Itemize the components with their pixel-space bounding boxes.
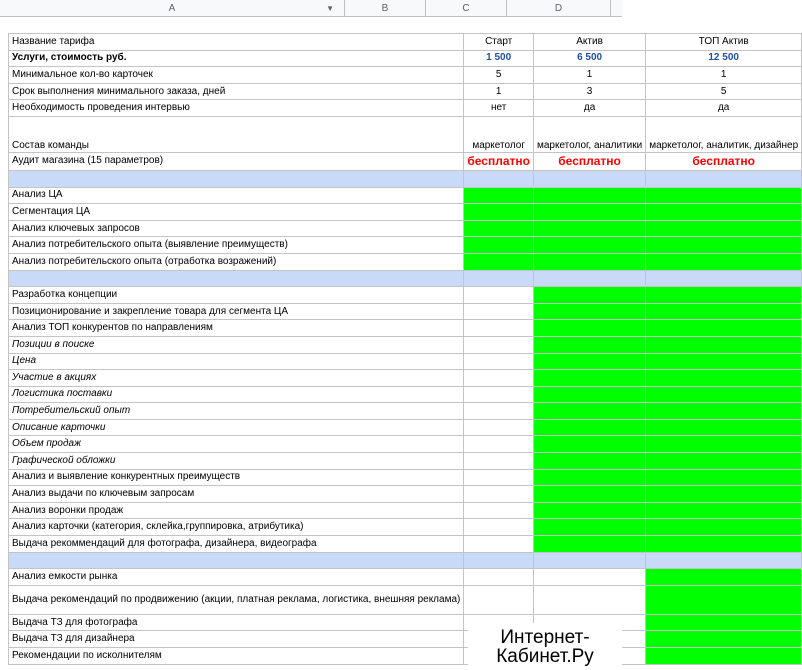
value-cell-b[interactable] bbox=[464, 187, 534, 204]
value-cell-d[interactable] bbox=[646, 204, 802, 221]
value-cell-b[interactable] bbox=[464, 519, 534, 536]
value-cell-d[interactable]: да bbox=[646, 100, 802, 117]
value-cell-c[interactable] bbox=[533, 336, 645, 353]
table-row[interactable] bbox=[9, 50, 802, 67]
value-cell-d[interactable] bbox=[646, 631, 802, 648]
table-row[interactable] bbox=[9, 237, 802, 254]
value-cell-d[interactable] bbox=[646, 386, 802, 403]
value-cell-c[interactable] bbox=[533, 469, 645, 486]
value-cell-c[interactable]: да bbox=[533, 100, 645, 117]
value-cell-b[interactable] bbox=[464, 502, 534, 519]
row-label-cell[interactable]: Анализ емкости рынка bbox=[9, 569, 464, 586]
table-row[interactable] bbox=[9, 303, 802, 320]
value-cell-c[interactable] bbox=[533, 585, 645, 614]
value-cell-d[interactable] bbox=[646, 237, 802, 254]
row-label-cell[interactable]: Анализ потребительского опыта (отработка возражений) bbox=[9, 253, 464, 270]
table-row[interactable] bbox=[9, 187, 802, 204]
value-cell-b[interactable] bbox=[464, 270, 534, 287]
column-header-b[interactable]: B bbox=[345, 0, 426, 17]
value-cell-d[interactable]: 5 bbox=[646, 83, 802, 100]
table-row[interactable] bbox=[9, 419, 802, 436]
value-cell-d[interactable] bbox=[646, 336, 802, 353]
value-cell-d[interactable] bbox=[646, 536, 802, 553]
value-cell-d[interactable] bbox=[646, 453, 802, 470]
value-cell-b[interactable] bbox=[464, 453, 534, 470]
row-label-cell[interactable] bbox=[9, 270, 464, 287]
table-row[interactable] bbox=[9, 436, 802, 453]
table-row[interactable] bbox=[9, 648, 802, 665]
value-cell-b[interactable]: 1 bbox=[464, 83, 534, 100]
row-label-cell[interactable]: Сегментация ЦА bbox=[9, 204, 464, 221]
value-cell-c[interactable] bbox=[533, 486, 645, 503]
value-cell-c[interactable]: 3 bbox=[533, 83, 645, 100]
value-cell-d[interactable] bbox=[646, 436, 802, 453]
row-label-cell[interactable]: Состав команды bbox=[9, 116, 464, 152]
row-label-cell[interactable]: Анализ потребительского опыта (выявление преимуществ) bbox=[9, 237, 464, 254]
value-cell-c[interactable] bbox=[533, 303, 645, 320]
column-header-a[interactable]: A ▼ bbox=[0, 0, 345, 17]
row-label-cell[interactable] bbox=[9, 170, 464, 187]
value-cell-b[interactable] bbox=[464, 569, 534, 586]
value-cell-d[interactable] bbox=[646, 287, 802, 304]
value-cell-b[interactable] bbox=[464, 469, 534, 486]
row-label-cell[interactable]: Описание карточки bbox=[9, 419, 464, 436]
value-cell-d[interactable] bbox=[646, 320, 802, 337]
table-row[interactable] bbox=[9, 204, 802, 221]
row-label-cell[interactable]: Выдача ТЗ для дизайнера bbox=[9, 631, 464, 648]
value-cell-d[interactable] bbox=[646, 187, 802, 204]
value-cell-c[interactable] bbox=[533, 552, 645, 569]
value-cell-c[interactable] bbox=[533, 519, 645, 536]
row-label-cell[interactable]: Выдача ТЗ для фотографа bbox=[9, 614, 464, 631]
value-cell-c[interactable] bbox=[533, 370, 645, 387]
table-row[interactable] bbox=[9, 585, 802, 614]
value-cell-b[interactable] bbox=[464, 303, 534, 320]
column-header-extra[interactable] bbox=[611, 0, 622, 17]
value-cell-b[interactable] bbox=[464, 353, 534, 370]
value-cell-c[interactable] bbox=[533, 287, 645, 304]
value-cell-d[interactable] bbox=[646, 270, 802, 287]
value-cell-b[interactable] bbox=[464, 403, 534, 420]
row-label-cell[interactable]: Минимальное кол-во карточек bbox=[9, 67, 464, 84]
value-cell-b[interactable] bbox=[464, 552, 534, 569]
row-label-cell[interactable]: Объем продаж bbox=[9, 436, 464, 453]
table-row[interactable] bbox=[9, 519, 802, 536]
table-row[interactable] bbox=[9, 453, 802, 470]
row-label-cell[interactable]: Анализ ключевых запросов bbox=[9, 220, 464, 237]
value-cell-d[interactable]: маркетолог, аналитик, дизайнер bbox=[646, 116, 802, 152]
column-dropdown-icon[interactable]: ▼ bbox=[326, 4, 334, 13]
value-cell-d[interactable] bbox=[646, 419, 802, 436]
value-cell-d[interactable] bbox=[646, 585, 802, 614]
table-row[interactable] bbox=[9, 116, 802, 152]
table-row[interactable] bbox=[9, 386, 802, 403]
column-header-c[interactable]: C bbox=[426, 0, 507, 17]
row-label-cell[interactable]: Анализ карточки (категория, склейка,группировка, атрибутика) bbox=[9, 519, 464, 536]
table-row[interactable] bbox=[9, 270, 802, 287]
row-label-cell[interactable]: Позиционирование и закрепление товара для сегмента ЦА bbox=[9, 303, 464, 320]
value-cell-b[interactable] bbox=[464, 336, 534, 353]
value-cell-c[interactable] bbox=[533, 170, 645, 187]
row-label-cell[interactable]: Название тарифа bbox=[9, 34, 464, 51]
row-label-cell[interactable]: Анализ и выявление конкурентных преимуществ bbox=[9, 469, 464, 486]
value-cell-d[interactable]: 12 500 bbox=[646, 50, 802, 67]
value-cell-b[interactable] bbox=[464, 436, 534, 453]
value-cell-b[interactable] bbox=[464, 237, 534, 254]
table-row[interactable] bbox=[9, 552, 802, 569]
table-row[interactable] bbox=[9, 353, 802, 370]
row-label-cell[interactable]: Аудит магазина (15 параметров) bbox=[9, 152, 464, 170]
table-row[interactable] bbox=[9, 336, 802, 353]
table-row[interactable] bbox=[9, 614, 802, 631]
value-cell-d[interactable] bbox=[646, 519, 802, 536]
value-cell-b[interactable] bbox=[464, 536, 534, 553]
value-cell-b[interactable] bbox=[464, 170, 534, 187]
value-cell-c[interactable]: Актив bbox=[533, 34, 645, 51]
value-cell-b[interactable] bbox=[464, 287, 534, 304]
value-cell-d[interactable] bbox=[646, 502, 802, 519]
value-cell-d[interactable]: ТОП Актив bbox=[646, 34, 802, 51]
value-cell-c[interactable]: бесплатно bbox=[533, 152, 645, 170]
table-row[interactable] bbox=[9, 569, 802, 586]
tariff-table bbox=[8, 33, 802, 665]
value-cell-d[interactable]: бесплатно bbox=[646, 152, 802, 170]
value-cell-c[interactable] bbox=[533, 253, 645, 270]
row-label-cell[interactable]: Цена bbox=[9, 353, 464, 370]
value-cell-b[interactable] bbox=[464, 253, 534, 270]
value-cell-c[interactable] bbox=[533, 320, 645, 337]
table-row[interactable] bbox=[9, 34, 802, 51]
value-cell-d[interactable] bbox=[646, 170, 802, 187]
value-cell-c[interactable] bbox=[533, 436, 645, 453]
value-cell-c[interactable]: 6 500 bbox=[533, 50, 645, 67]
value-cell-d[interactable] bbox=[646, 552, 802, 569]
value-cell-b[interactable] bbox=[464, 204, 534, 221]
table-row[interactable] bbox=[9, 631, 802, 648]
table-row[interactable] bbox=[9, 536, 802, 553]
value-cell-c[interactable] bbox=[533, 419, 645, 436]
row-label-cell[interactable]: Рекомендации по исколнителям bbox=[9, 648, 464, 665]
value-cell-b[interactable]: Старт bbox=[464, 34, 534, 51]
watermark-logo: Интернет- Кабинет.Ру bbox=[468, 623, 622, 670]
row-label-cell[interactable]: Потребительский опыт bbox=[9, 403, 464, 420]
value-cell-b[interactable] bbox=[464, 370, 534, 387]
value-cell-b[interactable]: нет bbox=[464, 100, 534, 117]
value-cell-b[interactable] bbox=[464, 419, 534, 436]
row-label-cell[interactable]: Графической обложки bbox=[9, 453, 464, 470]
value-cell-c[interactable] bbox=[533, 502, 645, 519]
value-cell-b[interactable] bbox=[464, 486, 534, 503]
row-label-cell[interactable]: Анализ воронки продаж bbox=[9, 502, 464, 519]
value-cell-b[interactable] bbox=[464, 220, 534, 237]
row-label-cell[interactable]: Услуги, стоимость руб. bbox=[9, 50, 464, 67]
value-cell-c[interactable] bbox=[533, 353, 645, 370]
value-cell-c[interactable] bbox=[533, 204, 645, 221]
row-label-cell[interactable]: Срок выполнения минимального заказа, дней bbox=[9, 83, 464, 100]
value-cell-b[interactable]: бесплатно bbox=[464, 152, 534, 170]
value-cell-d[interactable] bbox=[646, 569, 802, 586]
table-row[interactable] bbox=[9, 370, 802, 387]
value-cell-d[interactable] bbox=[646, 303, 802, 320]
row-label-cell[interactable]: Анализ ТОП конкурентов по направлениям bbox=[9, 320, 464, 337]
row-label-cell[interactable]: Анализ ЦА bbox=[9, 187, 464, 204]
value-cell-c[interactable] bbox=[533, 536, 645, 553]
table-row[interactable] bbox=[9, 220, 802, 237]
value-cell-d[interactable] bbox=[646, 403, 802, 420]
value-cell-c[interactable] bbox=[533, 220, 645, 237]
table-row[interactable] bbox=[9, 100, 802, 117]
value-cell-c[interactable]: 1 bbox=[533, 67, 645, 84]
table-row[interactable] bbox=[9, 403, 802, 420]
value-cell-c[interactable] bbox=[533, 237, 645, 254]
value-cell-b[interactable]: маркетолог bbox=[464, 116, 534, 152]
value-cell-b[interactable] bbox=[464, 320, 534, 337]
value-cell-b[interactable]: 5 bbox=[464, 67, 534, 84]
value-cell-d[interactable] bbox=[646, 648, 802, 665]
value-cell-c[interactable] bbox=[533, 386, 645, 403]
value-cell-d[interactable] bbox=[646, 370, 802, 387]
table-row[interactable] bbox=[9, 67, 802, 84]
table-row[interactable] bbox=[9, 83, 802, 100]
row-label-cell[interactable]: Разработка концепции bbox=[9, 287, 464, 304]
table-row[interactable] bbox=[9, 486, 802, 503]
value-cell-d[interactable] bbox=[646, 486, 802, 503]
table-row[interactable] bbox=[9, 253, 802, 270]
table-row[interactable] bbox=[9, 170, 802, 187]
value-cell-d[interactable] bbox=[646, 220, 802, 237]
table-row[interactable] bbox=[9, 287, 802, 304]
row-label-cell[interactable] bbox=[9, 552, 464, 569]
value-cell-b[interactable] bbox=[464, 386, 534, 403]
table-row[interactable] bbox=[9, 320, 802, 337]
value-cell-d[interactable] bbox=[646, 253, 802, 270]
value-cell-c[interactable] bbox=[533, 403, 645, 420]
row-label-cell[interactable]: Логистика поставки bbox=[9, 386, 464, 403]
value-cell-c[interactable] bbox=[533, 187, 645, 204]
table-row[interactable] bbox=[9, 502, 802, 519]
table-row[interactable] bbox=[9, 469, 802, 486]
row-label-cell[interactable]: Выдача рекоммендаций для фотографа, дизайнера, видеографа bbox=[9, 536, 464, 553]
column-header-d[interactable]: D bbox=[507, 0, 611, 17]
value-cell-d[interactable] bbox=[646, 614, 802, 631]
value-cell-d[interactable] bbox=[646, 469, 802, 486]
value-cell-c[interactable] bbox=[533, 270, 645, 287]
value-cell-c[interactable] bbox=[533, 569, 645, 586]
value-cell-b[interactable] bbox=[464, 585, 534, 614]
row-label-cell[interactable]: Необходимость проведения интервью bbox=[9, 100, 464, 117]
row-label-cell[interactable]: Выдача рекомендаций по продвижению (акции, платная реклама, логистика, внешняя реклама) bbox=[9, 585, 464, 614]
value-cell-d[interactable] bbox=[646, 353, 802, 370]
table-row[interactable] bbox=[9, 152, 802, 170]
value-cell-c[interactable] bbox=[533, 453, 645, 470]
value-cell-d[interactable]: 1 bbox=[646, 67, 802, 84]
row-label-cell[interactable]: Позиции в поиске bbox=[9, 336, 464, 353]
row-label-cell[interactable]: Участие в акциях bbox=[9, 370, 464, 387]
value-cell-c[interactable]: маркетолог, аналитики bbox=[533, 116, 645, 152]
row-label-cell[interactable]: Анализ выдачи по ключевым запросам bbox=[9, 486, 464, 503]
value-cell-b[interactable]: 1 500 bbox=[464, 50, 534, 67]
